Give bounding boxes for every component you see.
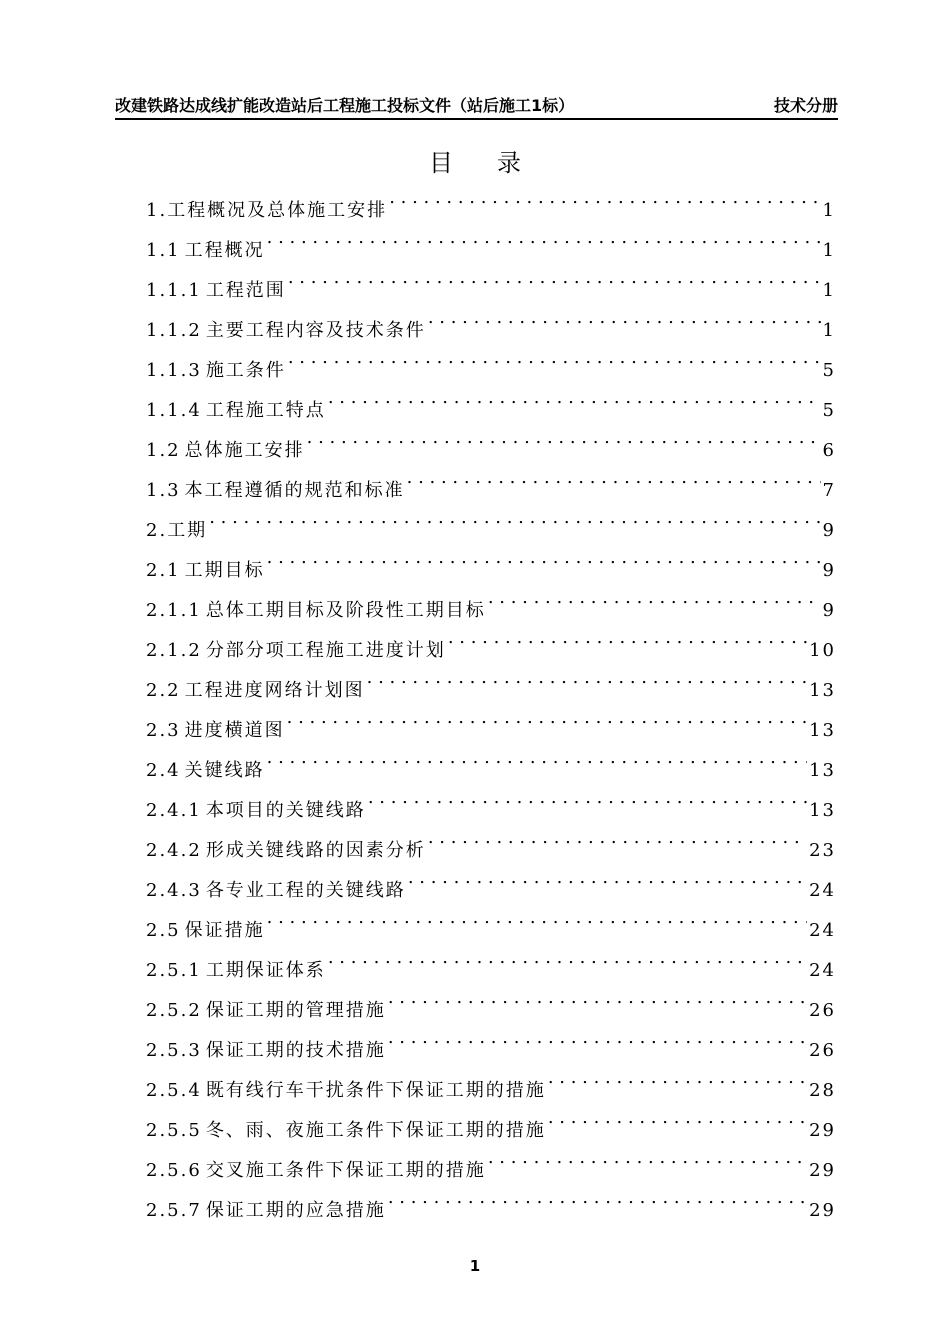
toc-entry-number: 2.5.1 — [146, 960, 202, 980]
toc-entry[interactable] — [146, 500, 836, 540]
toc-entry-number: 1.1.3 — [146, 360, 202, 380]
toc-entry-number: 2.5 — [146, 920, 181, 940]
table-of-contents — [146, 180, 836, 1220]
toc-dot-leader — [406, 860, 807, 896]
toc-entry[interactable] — [146, 220, 836, 260]
toc-entry-page: 26 — [809, 1000, 836, 1020]
toc-dot-leader — [446, 620, 807, 656]
toc-entry-title: 既有线行车干扰条件下保证工期的措施 — [205, 1080, 546, 1100]
toc-entry[interactable] — [146, 700, 836, 740]
toc-entry-label — [146, 273, 286, 300]
toc-entry-title: 总体施工安排 — [184, 440, 305, 460]
toc-entry-label — [146, 953, 326, 980]
toc-entry-page: 29 — [809, 1120, 836, 1140]
toc-entry-page: 1 — [822, 320, 836, 340]
toc-entry-number: 2.2 — [146, 680, 181, 700]
toc-entry[interactable] — [146, 540, 836, 580]
toc-entry-title: 关键线路 — [184, 760, 265, 780]
toc-dot-leader — [486, 1140, 807, 1176]
toc-entry-title: 工程概况 — [184, 240, 265, 260]
toc-entry-label — [146, 713, 285, 740]
toc-dot-leader — [265, 900, 807, 936]
toc-entry-title: 保证工期的技术措施 — [205, 1040, 386, 1060]
toc-dot-leader — [546, 1060, 807, 1096]
toc-dot-leader — [265, 740, 807, 776]
toc-entry-number: 2.5.2 — [146, 1000, 202, 1020]
toc-entry-title: 分部分项工程施工进度计划 — [205, 640, 446, 660]
toc-entry-page: 9 — [822, 560, 836, 580]
toc-entry[interactable] — [146, 660, 836, 700]
toc-entry-page: 28 — [809, 1080, 836, 1100]
toc-entry-title: 工期目标 — [184, 560, 265, 580]
toc-entry[interactable] — [146, 740, 836, 780]
toc-entry-number: 2.1.2 — [146, 640, 202, 660]
toc-entry-title: 形成关键线路的因素分析 — [205, 840, 426, 860]
toc-entry-title: 工程进度网络计划图 — [184, 680, 365, 700]
toc-dot-leader — [386, 980, 807, 1016]
toc-entry[interactable] — [146, 180, 836, 220]
toc-dot-leader — [486, 580, 821, 616]
toc-dot-leader — [365, 660, 807, 696]
toc-entry-page: 23 — [809, 840, 836, 860]
toc-entry[interactable] — [146, 980, 836, 1020]
toc-entry-page: 13 — [809, 720, 836, 740]
toc-entry-title: 保证工期的应急措施 — [205, 1200, 386, 1220]
toc-entry-title: 施工条件 — [205, 360, 286, 380]
toc-entry[interactable] — [146, 1140, 836, 1180]
toc-dot-leader — [387, 180, 820, 216]
toc-entry[interactable] — [146, 1060, 836, 1100]
toc-entry[interactable] — [146, 860, 836, 900]
toc-dot-leader — [426, 820, 807, 856]
toc-entry-number: 2.5.5 — [146, 1120, 202, 1140]
toc-dot-leader — [405, 460, 821, 496]
toc-entry-page: 6 — [822, 440, 836, 460]
header-document-title: 改建铁路达成线扩能改造站后工程施工投标文件（站后施工1标） — [115, 96, 575, 115]
toc-entry-number: 1.3 — [146, 480, 181, 500]
toc-entry-label — [146, 1153, 486, 1180]
toc-dot-leader — [285, 700, 807, 736]
toc-entry-number: 1.1.1 — [146, 280, 202, 300]
toc-entry-label — [146, 433, 305, 460]
toc-entry-page: 9 — [822, 520, 836, 540]
toc-entry[interactable] — [146, 580, 836, 620]
toc-dot-leader — [286, 260, 821, 296]
toc-entry-page: 5 — [822, 400, 836, 420]
toc-dot-leader — [546, 1100, 807, 1136]
toc-entry-label — [146, 873, 406, 900]
toc-dot-leader — [286, 340, 821, 376]
toc-entry-page: 1 — [822, 280, 836, 300]
toc-entry-label — [146, 993, 386, 1020]
toc-entry-label — [146, 1073, 546, 1100]
toc-entry-page: 24 — [809, 880, 836, 900]
toc-entry-number: 2.4.1 — [146, 800, 202, 820]
toc-entry-title: 主要工程内容及技术条件 — [205, 320, 426, 340]
toc-entry-label — [146, 593, 486, 620]
toc-entry[interactable] — [146, 460, 836, 500]
toc-entry-number: 2.4.2 — [146, 840, 202, 860]
toc-entry-title: 冬、雨、夜施工条件下保证工期的措施 — [205, 1120, 546, 1140]
toc-entry-label — [146, 1113, 546, 1140]
toc-entry[interactable] — [146, 340, 836, 380]
toc-entry[interactable] — [146, 420, 836, 460]
toc-entry-label — [146, 313, 426, 340]
toc-entry-label — [146, 753, 265, 780]
toc-entry-number: 2.5.7 — [146, 1200, 202, 1220]
toc-dot-leader — [265, 540, 821, 576]
toc-entry-label — [146, 233, 265, 260]
toc-entry-title: 各专业工程的关键线路 — [205, 880, 406, 900]
toc-entry-title: 交叉施工条件下保证工期的措施 — [205, 1160, 486, 1180]
toc-entry-label — [146, 913, 265, 940]
toc-dot-leader — [265, 220, 821, 256]
toc-entry-label — [146, 353, 286, 380]
toc-entry-number: 1. — [146, 200, 168, 220]
page-number: 1 — [469, 1257, 481, 1275]
toc-entry-label — [146, 513, 207, 540]
toc-entry[interactable] — [146, 300, 836, 340]
toc-entry-label — [146, 193, 387, 220]
toc-entry-number: 1.1.2 — [146, 320, 202, 340]
toc-entry-label — [146, 553, 265, 580]
toc-entry-number: 1.1 — [146, 240, 181, 260]
running-header — [115, 94, 838, 120]
toc-entry-title: 总体工期目标及阶段性工期目标 — [205, 600, 486, 620]
toc-entry-page: 29 — [809, 1160, 836, 1180]
toc-entry-number: 1.1.4 — [146, 400, 202, 420]
toc-entry-title: 工程概况及总体施工安排 — [167, 200, 388, 220]
toc-entry-label — [146, 1033, 386, 1060]
toc-entry-page: 1 — [822, 240, 836, 260]
toc-entry-title: 工程范围 — [205, 280, 286, 300]
toc-entry-label — [146, 393, 326, 420]
toc-entry-label — [146, 833, 426, 860]
toc-dot-leader — [326, 380, 821, 416]
toc-entry-label — [146, 1193, 386, 1220]
toc-entry-number: 2.1 — [146, 560, 181, 580]
toc-entry-page: 24 — [809, 920, 836, 940]
toc-entry-page: 10 — [809, 640, 836, 660]
toc-dot-leader — [386, 1020, 807, 1056]
toc-entry-page: 9 — [822, 600, 836, 620]
toc-entry[interactable] — [146, 380, 836, 420]
toc-entry-title: 本工程遵循的规范和标准 — [184, 480, 405, 500]
toc-entry[interactable] — [146, 1180, 836, 1220]
toc-dot-leader — [426, 300, 821, 336]
toc-entry[interactable] — [146, 820, 836, 860]
toc-heading: 目录 — [429, 149, 565, 177]
toc-entry-title: 保证工期的管理措施 — [205, 1000, 386, 1020]
toc-entry-label — [146, 793, 366, 820]
header-volume-name: 技术分册 — [773, 96, 838, 115]
toc-dot-leader — [207, 500, 820, 536]
toc-entry-number: 2. — [146, 520, 168, 540]
toc-entry-number: 2.5.6 — [146, 1160, 202, 1180]
toc-entry[interactable] — [146, 1100, 836, 1140]
toc-entry[interactable] — [146, 900, 836, 940]
toc-entry-title: 保证措施 — [184, 920, 265, 940]
toc-entry-title: 进度横道图 — [184, 720, 285, 740]
toc-entry-number: 2.1.1 — [146, 600, 202, 620]
toc-entry[interactable] — [146, 1020, 836, 1060]
toc-dot-leader — [305, 420, 821, 456]
toc-entry[interactable] — [146, 780, 836, 820]
toc-dot-leader — [366, 780, 807, 816]
toc-entry-page: 7 — [822, 480, 836, 500]
toc-entry-label — [146, 633, 446, 660]
toc-entry-title: 工期保证体系 — [205, 960, 326, 980]
toc-entry[interactable] — [146, 620, 836, 660]
toc-entry-page: 26 — [809, 1040, 836, 1060]
toc-entry[interactable] — [146, 940, 836, 980]
toc-entry-page: 24 — [809, 960, 836, 980]
toc-entry-number: 1.2 — [146, 440, 181, 460]
toc-entry-page: 1 — [822, 200, 836, 220]
toc-entry-title: 本项目的关键线路 — [205, 800, 366, 820]
toc-entry-page: 5 — [822, 360, 836, 380]
toc-dot-leader — [326, 940, 807, 976]
toc-entry-number: 2.5.4 — [146, 1080, 202, 1100]
toc-entry-label — [146, 473, 405, 500]
toc-entry-title: 工程施工特点 — [205, 400, 326, 420]
toc-entry-number: 2.4 — [146, 760, 181, 780]
toc-entry-number: 2.5.3 — [146, 1040, 202, 1060]
toc-entry-number: 2.4.3 — [146, 880, 202, 900]
toc-entry-title: 工期 — [167, 520, 208, 540]
toc-entry-label — [146, 673, 365, 700]
toc-entry[interactable] — [146, 260, 836, 300]
toc-entry-page: 13 — [809, 760, 836, 780]
toc-entry-page: 13 — [809, 680, 836, 700]
toc-dot-leader — [386, 1180, 807, 1216]
toc-entry-page: 29 — [809, 1200, 836, 1220]
toc-entry-number: 2.3 — [146, 720, 181, 740]
toc-entry-page: 13 — [809, 800, 836, 820]
